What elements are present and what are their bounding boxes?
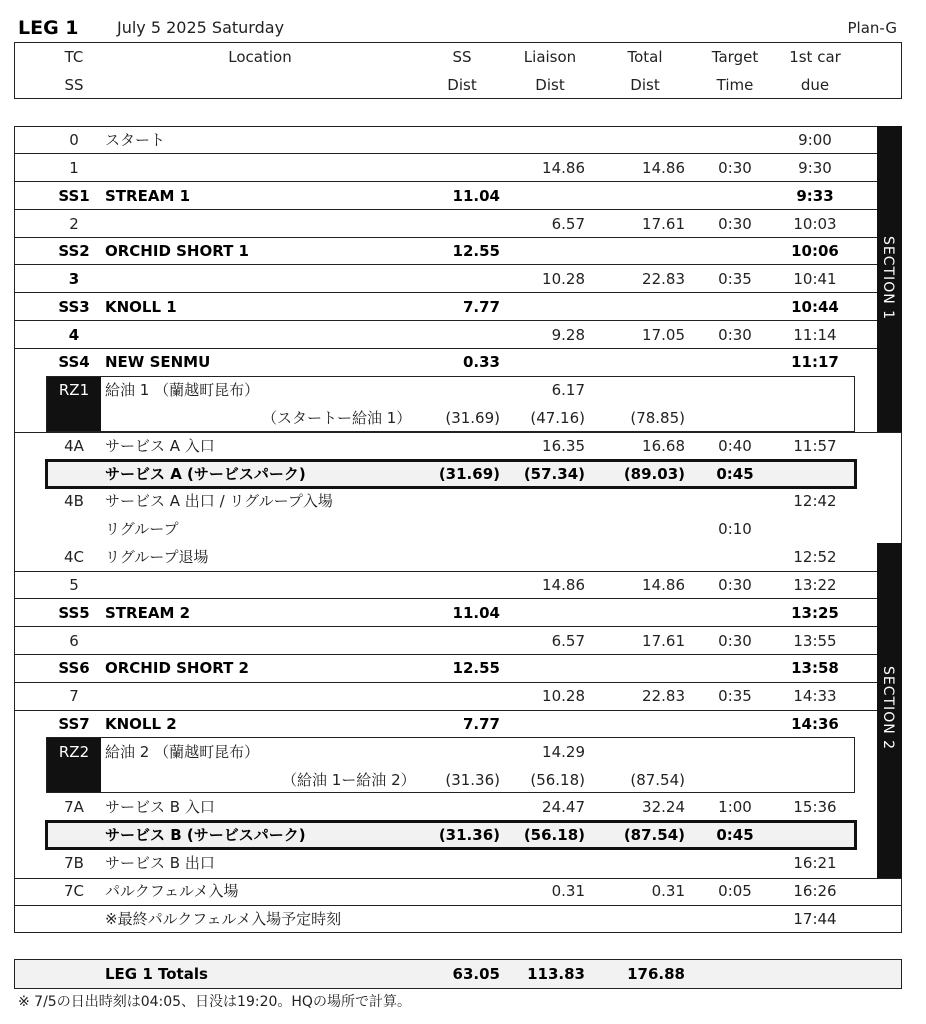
col-liaison-2: Dist bbox=[535, 76, 565, 94]
footnote: ※ 7/5の日出時刻は04:05、日没は19:20。HQの場所で計算。 bbox=[18, 994, 411, 1010]
row-7-target-time: 0:30 bbox=[718, 326, 752, 344]
row-8-location: NEW SENMU bbox=[105, 353, 211, 371]
row-10-ss-dist: (31.69) bbox=[445, 409, 500, 427]
row-8-first-car-due: 11:17 bbox=[791, 353, 839, 371]
row-25-target-time: 0:45 bbox=[716, 826, 754, 844]
row-11-total-dist: 16.68 bbox=[642, 437, 685, 455]
row-12-ss-dist: (31.69) bbox=[438, 465, 500, 483]
col-liaison: Liaison bbox=[523, 48, 577, 66]
totals-total-dist: 176.88 bbox=[627, 965, 685, 983]
row-1-tc: 1 bbox=[69, 159, 79, 177]
row-16-liaison-dist: 14.86 bbox=[542, 576, 585, 594]
row-16-tc: 5 bbox=[69, 576, 79, 594]
row-25-location: サービス B (サービスパーク) bbox=[105, 826, 306, 844]
row-1-first-car-due: 9:30 bbox=[798, 159, 832, 177]
row-24-total-dist: 32.24 bbox=[642, 798, 685, 816]
row-13-tc: 4B bbox=[64, 492, 84, 510]
row-6-tc: SS3 bbox=[58, 298, 90, 316]
row-21-location: KNOLL 2 bbox=[105, 715, 177, 733]
row-27-first-car-due: 16:26 bbox=[793, 882, 837, 900]
row-19-location: ORCHID SHORT 2 bbox=[105, 659, 249, 677]
row-24-target-time: 1:00 bbox=[718, 798, 752, 816]
row-19-ss-dist: 12.55 bbox=[452, 659, 500, 677]
row-17-first-car-due: 13:25 bbox=[791, 604, 839, 622]
row-9-liaison-dist: 6.17 bbox=[551, 381, 585, 399]
leg-date: July 5 2025 Saturday bbox=[117, 18, 285, 37]
leg-title: LEG 1 bbox=[18, 17, 79, 39]
col-target: Target bbox=[711, 48, 759, 66]
col-ss-dist-2: Dist bbox=[447, 76, 477, 94]
row-3-total-dist: 17.61 bbox=[642, 215, 685, 233]
row-25-total-dist: (87.54) bbox=[623, 826, 685, 844]
row-6-first-car-due: 10:44 bbox=[791, 298, 839, 316]
row-3-first-car-due: 10:03 bbox=[793, 215, 837, 233]
row-22-liaison-dist: 14.29 bbox=[542, 743, 585, 761]
row-5-first-car-due: 10:41 bbox=[793, 270, 837, 288]
row-23-liaison-dist: (56.18) bbox=[530, 771, 585, 789]
row-17-tc: SS5 bbox=[58, 604, 90, 622]
row-2-location: STREAM 1 bbox=[105, 187, 191, 205]
row-24-liaison-dist: 24.47 bbox=[542, 798, 585, 816]
row-20-total-dist: 22.83 bbox=[642, 687, 685, 705]
row-15-first-car-due: 12:52 bbox=[793, 548, 837, 566]
row-3-tc: 2 bbox=[69, 215, 79, 233]
row-11-first-car-due: 11:57 bbox=[793, 437, 837, 455]
row-5-tc: 3 bbox=[68, 270, 80, 288]
row-18-target-time: 0:30 bbox=[718, 632, 752, 650]
row-27-location: パルクフェルメ入場 bbox=[105, 882, 239, 900]
row-26-location: サービス B 出口 bbox=[105, 854, 215, 872]
row-23-total-dist: (87.54) bbox=[630, 771, 685, 789]
row-7-first-car-due: 11:14 bbox=[793, 326, 837, 344]
totals-ss-dist: 63.05 bbox=[452, 965, 500, 983]
row-26-tc: 7B bbox=[64, 854, 84, 872]
row-27-liaison-dist: 0.31 bbox=[551, 882, 585, 900]
row-3-target-time: 0:30 bbox=[718, 215, 752, 233]
row-4-location: ORCHID SHORT 1 bbox=[105, 242, 249, 260]
plan-label: Plan-G bbox=[847, 19, 897, 37]
row-6-location: KNOLL 1 bbox=[105, 298, 177, 316]
row-4-tc: SS2 bbox=[58, 242, 90, 260]
row-28-first-car-due: 17:44 bbox=[793, 910, 837, 928]
section-2-label: SECTION 2 bbox=[880, 666, 896, 751]
col-total: Total bbox=[627, 48, 663, 66]
row-22-tc: RZ2 bbox=[58, 743, 90, 761]
row-5-total-dist: 22.83 bbox=[642, 270, 685, 288]
row-8-tc: SS4 bbox=[58, 353, 90, 371]
row-19-first-car-due: 13:58 bbox=[791, 659, 839, 677]
row-24-location: サービス B 入口 bbox=[105, 798, 215, 816]
col-due-2: due bbox=[800, 76, 830, 94]
row-9-tc: RZ1 bbox=[58, 381, 90, 399]
row-27-tc: 7C bbox=[63, 882, 85, 900]
col-ss-dist: SS bbox=[452, 48, 472, 66]
col-ss: SS bbox=[64, 76, 84, 94]
row-28-location: ※最終パルクフェルメ入場予定時刻 bbox=[105, 910, 342, 928]
row-2-ss-dist: 11.04 bbox=[452, 187, 500, 205]
row-4-ss-dist: 12.55 bbox=[452, 242, 500, 260]
row-10-location: （スタートー給油 1） bbox=[262, 409, 412, 427]
col-tc: TC bbox=[64, 48, 84, 66]
col-due: 1st car bbox=[789, 48, 841, 66]
row-16-first-car-due: 13:22 bbox=[793, 576, 837, 594]
totals-label: LEG 1 Totals bbox=[105, 965, 208, 983]
row-25-ss-dist: (31.36) bbox=[438, 826, 500, 844]
row-20-liaison-dist: 10.28 bbox=[542, 687, 585, 705]
row-6-ss-dist: 7.77 bbox=[462, 298, 500, 316]
row-27-total-dist: 0.31 bbox=[651, 882, 685, 900]
row-8-ss-dist: 0.33 bbox=[462, 353, 500, 371]
row-13-location: サービス A 出口 / リグループ入場 bbox=[105, 492, 333, 510]
row-20-first-car-due: 14:33 bbox=[793, 687, 837, 705]
row-13-first-car-due: 12:42 bbox=[793, 492, 837, 510]
row-21-tc: SS7 bbox=[58, 715, 90, 733]
row-21-ss-dist: 7.77 bbox=[462, 715, 500, 733]
row-18-first-car-due: 13:55 bbox=[793, 632, 837, 650]
row-26-first-car-due: 16:21 bbox=[793, 854, 837, 872]
row-24-first-car-due: 15:36 bbox=[793, 798, 837, 816]
row-18-total-dist: 17.61 bbox=[642, 632, 685, 650]
row-2-first-car-due: 9:33 bbox=[796, 187, 834, 205]
row-27-target-time: 0:05 bbox=[718, 882, 752, 900]
row-1-liaison-dist: 14.86 bbox=[542, 159, 585, 177]
row-19-tc: SS6 bbox=[58, 659, 90, 677]
row-12-target-time: 0:45 bbox=[716, 465, 754, 483]
row-14-target-time: 0:10 bbox=[718, 520, 752, 538]
row-0-location: スタート bbox=[105, 131, 166, 149]
row-18-tc: 6 bbox=[69, 632, 79, 650]
row-17-location: STREAM 2 bbox=[105, 604, 191, 622]
row-17-ss-dist: 11.04 bbox=[452, 604, 500, 622]
row-7-liaison-dist: 9.28 bbox=[551, 326, 585, 344]
row-10-total-dist: (78.85) bbox=[630, 409, 685, 427]
row-11-location: サービス A 入口 bbox=[105, 437, 215, 455]
row-7-tc: 4 bbox=[68, 326, 80, 344]
row-0-tc: 0 bbox=[69, 131, 79, 149]
col-total-2: Dist bbox=[630, 76, 660, 94]
row-1-target-time: 0:30 bbox=[718, 159, 752, 177]
row-1-total-dist: 14.86 bbox=[642, 159, 685, 177]
row-5-target-time: 0:35 bbox=[718, 270, 752, 288]
row-12-total-dist: (89.03) bbox=[623, 465, 685, 483]
row-16-total-dist: 14.86 bbox=[642, 576, 685, 594]
section-1-label: SECTION 1 bbox=[880, 236, 896, 321]
row-11-liaison-dist: 16.35 bbox=[542, 437, 585, 455]
row-20-target-time: 0:35 bbox=[718, 687, 752, 705]
row-16-target-time: 0:30 bbox=[718, 576, 752, 594]
row-9-location: 給油 1 （蘭越町昆布） bbox=[105, 381, 260, 399]
row-12-liaison-dist: (57.34) bbox=[523, 465, 585, 483]
col-target-2: Time bbox=[716, 76, 754, 94]
row-11-target-time: 0:40 bbox=[718, 437, 752, 455]
col-location: Location bbox=[228, 48, 292, 66]
row-14-location: リグループ bbox=[105, 520, 179, 538]
row-12-location: サービス A (サービスパーク) bbox=[105, 465, 306, 483]
row-18-liaison-dist: 6.57 bbox=[551, 632, 585, 650]
row-25-liaison-dist: (56.18) bbox=[523, 826, 585, 844]
row-5-liaison-dist: 10.28 bbox=[542, 270, 585, 288]
row-10-liaison-dist: (47.16) bbox=[530, 409, 585, 427]
row-4-first-car-due: 10:06 bbox=[791, 242, 839, 260]
row-21-first-car-due: 14:36 bbox=[791, 715, 839, 733]
row-23-ss-dist: (31.36) bbox=[445, 771, 500, 789]
row-2-tc: SS1 bbox=[58, 187, 90, 205]
row-20-tc: 7 bbox=[69, 687, 79, 705]
row-0-first-car-due: 9:00 bbox=[798, 131, 832, 149]
totals-liaison-dist: 113.83 bbox=[527, 965, 585, 983]
row-15-tc: 4C bbox=[63, 548, 85, 566]
row-22-location: 給油 2 （蘭越町昆布） bbox=[105, 743, 260, 761]
row-3-liaison-dist: 6.57 bbox=[551, 215, 585, 233]
row-7-total-dist: 17.05 bbox=[642, 326, 685, 344]
row-23-location: （給油 1ー給油 2） bbox=[282, 771, 416, 789]
row-11-tc: 4A bbox=[64, 437, 84, 455]
row-24-tc: 7A bbox=[64, 798, 84, 816]
row-15-location: リグループ退場 bbox=[105, 548, 209, 566]
